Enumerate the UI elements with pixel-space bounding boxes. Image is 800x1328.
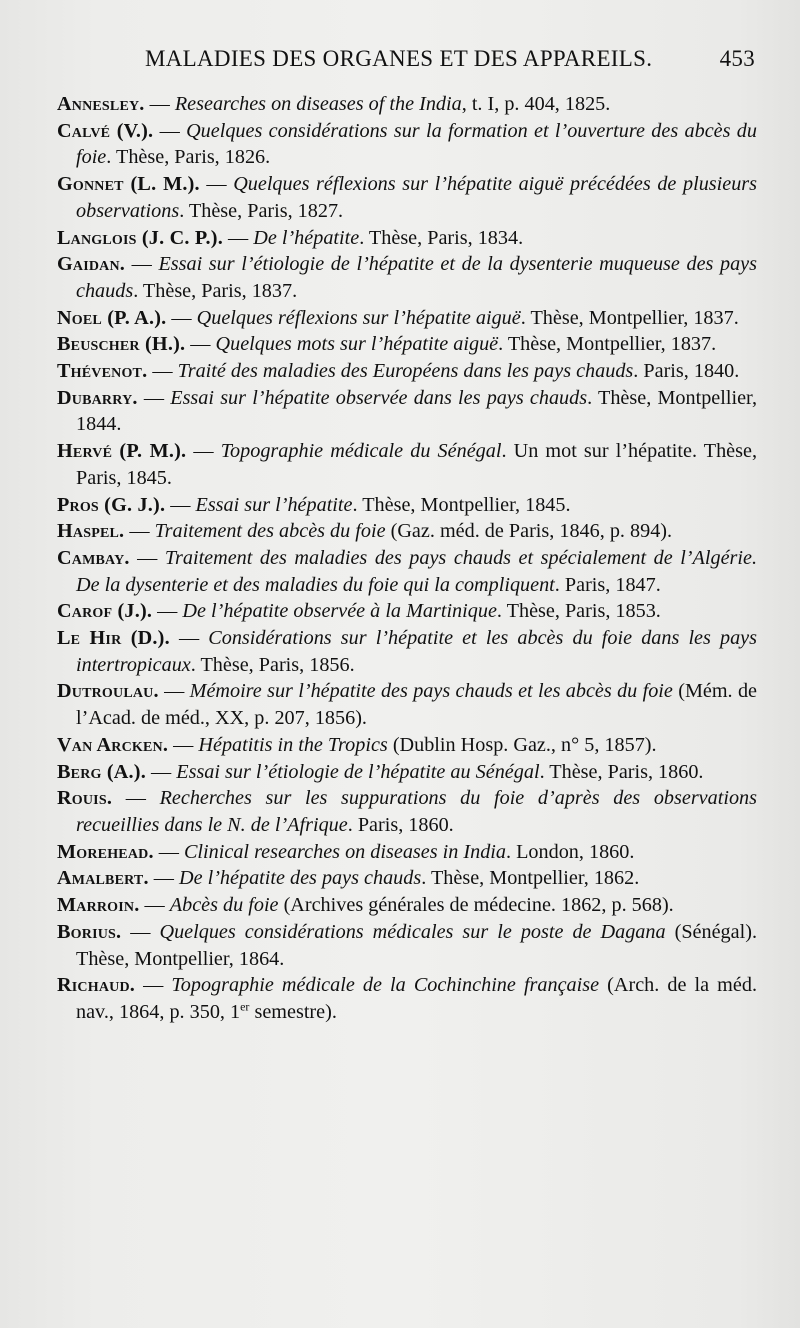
entry-details: . Thèse, Paris, 1856. [190,653,355,676]
entry-details: . Thèse, Paris, 1860. [539,760,704,783]
entry-dash: — [153,119,187,142]
entry-dash: — [168,733,199,756]
bibliography-entry [57,492,757,519]
entry-details: , t. I, p. 404, 1825. [461,93,611,115]
bibliography-entry [57,91,757,118]
entry-author: Van Arcken. [57,733,169,756]
entry-author: Borius. [57,920,122,943]
entry-details: . Thèse, Paris, 1826. [106,146,271,169]
entry-dash: — [169,627,209,650]
entry-title: Considérations sur l’hépatite et les abcès du foie dans les pays intertropicaux [76,627,758,676]
entry-dash: — [185,333,216,356]
entry-details: . Thèse, Montpellier, 1837. [498,333,717,356]
entry-details: (Gaz. méd. de Paris, 1846, p. 894). [385,520,673,543]
entry-title: Traitement des abcès du foie [154,520,386,543]
entry-details: . Paris, 1840. [633,360,740,383]
entry-dash: — [125,253,159,276]
entry-title: Traitement des maladies des pays chauds et spécialement de l’Algérie. De la dysenterie et des maladies du foie qui la compliquent [76,546,757,596]
entry-author: Richaud. [57,974,136,997]
entry-author: Cambay. [57,546,130,569]
bibliography-entry [57,305,757,332]
entry-details: . Paris, 1847. [554,573,661,596]
bibliography-entry [57,892,757,919]
bibliography-entry [57,171,757,224]
entry-author: Hervé (P. M.). [57,440,187,463]
bibliography-entry [57,225,757,252]
entry-author: Amalbert. [57,867,149,890]
entry-title: Quelques réflexions sur l’hépatite aiguë [196,306,521,329]
bibliography-entry [57,972,757,1025]
bibliography-entry [57,759,757,786]
entry-superscript: er [240,999,250,1014]
bibliography-entry [57,385,757,438]
entry-author: Morehead. [57,840,154,863]
entry-dash: — [166,306,197,329]
entry-title: Hépatitis in the Tropics [198,733,388,756]
entry-title: De l’hépatite observée à la Martinique [182,600,497,623]
entry-details: . Thèse, Paris, 1827. [179,199,344,222]
bibliography-entry [57,438,757,491]
entry-title: De l’hépatite [253,226,360,249]
bibliography-entry [57,518,757,545]
bibliography-entry [57,785,757,838]
bibliography-entry [57,358,757,385]
bibliography-entry [57,331,757,358]
entry-details: (Arch. de la méd. nav., 1864, p. 350, 1 [76,974,757,1023]
entry-author: Dubarry. [57,386,138,409]
page-number: 453 [719,46,755,71]
entry-author: Gonnet (L. M.). [57,173,200,196]
entry-details: (Sénégal). Thèse, Montpellier, 1864. [76,920,757,970]
entry-title: Researches on diseases of the India [174,93,462,115]
entry-author: Noel (P. A.). [57,306,167,329]
entry-dash: — [165,493,196,516]
entry-title: Topographie médicale de la Cochinchine française [171,974,600,997]
entry-author: Haspel. [57,520,125,543]
entry-author: Annesley. [57,93,145,115]
entry-details: . London, 1860. [506,840,635,863]
bibliography-list [57,91,757,1026]
entry-details: . Paris, 1860. [347,813,454,836]
entry-details-end: semestre). [249,1000,337,1023]
entry-title: Clinical researches on diseases in India [183,840,506,863]
entry-author: Carof (J.). [57,600,153,623]
entry-dash: — [222,226,254,249]
entry-title: Mémoire sur l’hépatite des pays chauds et les abcès du foie [189,680,673,703]
entry-dash: — [112,787,160,810]
entry-author: Le Hir (D.). [57,627,170,650]
bibliography-entry [57,839,757,866]
entry-dash: — [153,840,184,863]
entry-author: Dutroulau. [57,680,159,703]
entry-details: (Dublin Hosp. Gaz., n° 5, 1857). [387,733,657,756]
entry-dash: — [158,680,190,703]
entry-title: Quelques réflexions sur l’hépatite aiguë précédées de plusieurs observations [76,173,758,222]
bibliography-entry [57,919,757,972]
bibliography-entry [57,865,757,892]
entry-details: . Un mot sur l’hépatite. Thèse, Paris, 1845. [76,440,757,489]
entry-details: . Thèse, Montpellier, 1845. [352,493,571,516]
entry-author: Calvé (V.). [57,119,154,142]
entry-dash: — [129,546,165,569]
entry-details: . Thèse, Paris, 1837. [133,279,298,302]
entry-title: Recherches sur les suppurations du foie d’après des observations recueillies dans le N. de l’Afrique [76,787,757,836]
entry-title: Essai sur l’hépatite observée dans les pays chauds [170,386,588,409]
entry-details: . Thèse, Montpellier, 1844. [76,386,758,436]
entry-dash: — [148,867,180,890]
entry-dash: — [139,894,170,917]
entry-author: Marroin. [57,894,140,917]
bibliography-entry [57,732,757,759]
entry-title: Quelques mots sur l’hépatite aiguë [215,333,499,356]
entry-author: Berg (A.). [57,760,146,783]
entry-dash: — [124,520,155,543]
entry-title: Topographie médicale du Sénégal [220,440,502,463]
entry-dash: — [199,173,234,196]
entry-dash: — [145,760,177,783]
entry-author: Beuscher (H.). [57,333,186,356]
entry-dash: — [144,93,175,115]
bibliography-entry [57,625,757,678]
entry-details: . Thèse, Paris, 1853. [496,600,661,623]
entry-details: . Thèse, Montpellier, 1837. [520,306,739,329]
entry-author: Pros (G. J.). [57,493,166,516]
entry-title: Essai sur l’étiologie de l’hépatite au Sénégal [176,760,540,783]
bibliography-entry [57,598,757,625]
entry-title: Essai sur l’hépatite [195,493,353,516]
entry-title: Quelques considérations sur la formation et l’ouverture des abcès du foie [76,119,757,169]
entry-dash: — [186,440,221,463]
entry-details: (Mém. de l’Acad. de méd., XX, p. 207, 1856). [76,680,757,730]
bibliography-entry [57,678,757,731]
entry-title: Abcès du foie [169,894,279,917]
entry-details: . Thèse, Montpellier, 1862. [421,867,640,890]
entry-title: Essai sur l’étiologie de l’hépatite et de la dysenterie muqueuse des pays chauds [76,253,757,302]
entry-title: Traité des maladies des Européens dans les pays chauds [177,360,634,383]
bibliography-entry [57,118,757,171]
entry-dash: — [152,600,183,623]
entry-dash: — [137,386,171,409]
running-header [145,46,755,76]
entry-details: . Thèse, Paris, 1834. [359,226,524,249]
bibliography-entry [57,545,757,598]
entry-author: Thévenot. [57,360,148,383]
entry-title: Quelques considérations médicales sur le poste de Dagana [159,920,666,943]
entry-dash: — [121,920,160,943]
entry-dash: — [135,974,172,997]
bibliography-entry [57,251,757,304]
entry-author: Rouis. [57,787,113,810]
entry-author: Langlois (J. C. P.). [57,226,223,249]
entry-author: Gaidan. [57,253,126,276]
entry-title: De l’hépatite des pays chauds [179,867,422,890]
entry-dash: — [147,360,178,383]
running-title: MALADIES DES ORGANES ET DES APPAREILS. [145,46,653,71]
entry-details: (Archives générales de médecine. 1862, p. 568). [278,894,674,917]
